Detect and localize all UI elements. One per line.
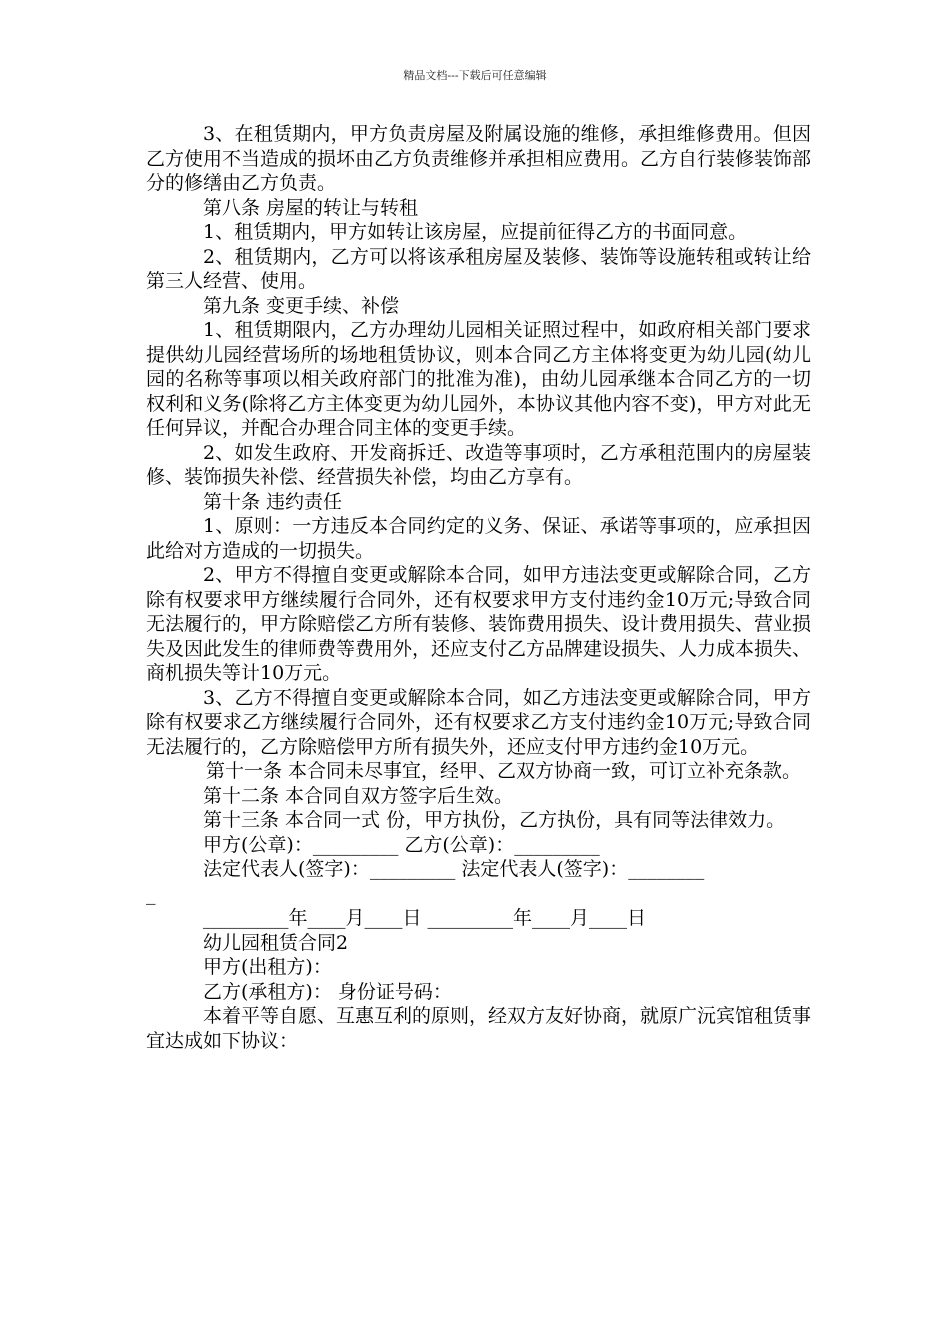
clause-8-2: 2、租赁期内，乙方可以将该承租房屋及装修、装饰等设施转租或转让给第三人经营、使用。 [146, 245, 811, 292]
clause-7-3: 3、在租赁期内，甲方负责房屋及附属设施的维修，承担维修费用。但因乙方使用不当造成的损坏由乙方负责维修并承担相应费用。乙方自行装修装饰部分的修缮由乙方负责。 [146, 123, 812, 194]
document-body [146, 122, 811, 1053]
article-13: 第十三条 本合同一式 份，甲方执份，乙方执份，具有同等法律效力。 [203, 809, 786, 831]
signature-representative-line: 法定代表人(签字)：_________ 法定代表人(签字)：________ [203, 858, 705, 880]
party-b-line: 乙方(承租方)： 身份证号码： [203, 980, 452, 1003]
clause-10-3: 3、乙方不得擅自变更或解除本合同，如乙方违法变更或解除合同，甲方除有权要求乙方继续履行合同外，还有权要求乙方支付违约金10万元;导致合同无法履行的，乙方除赔偿甲方所有损失外，还应支付甲方违约金10万元。 [146, 686, 811, 758]
contract-2-title: 幼儿园租赁合同2 [203, 931, 349, 954]
clause-10-2: 2、甲方不得擅自变更或解除本合同，如甲方违法变更或解除合同，乙方除有权要求甲方继续履行合同外，还有权要求甲方支付违约金10万元;导致合同无法履行的，甲方除赔偿乙方所有装修、装饰费用损失、设计费用损失、营业损失及因此发生的律师费等费用外，还应支付乙方品牌建设损失、人力成本损失、商机损失等计10万元。 [146, 564, 812, 684]
party-a-line: 甲方(出租方)： [203, 956, 332, 978]
clause-9-1: 1、租赁期限内，乙方办理幼儿园相关证照过程中，如政府相关部门要求提供幼儿园经营场所的场地租赁协议，则本合同乙方主体将变更为幼儿园(幼儿园的名称等事项以相关政府部门的批准为准)，由幼儿园承继本合同乙方的一切权利和义务(除将乙方主体变更为幼儿园外，本协议其他内容不变)，甲方对此无任何异议，并配合办理合同主体的变更手续。 [146, 319, 811, 439]
article-12: 第十二条 本合同自双方签字后生效。 [203, 784, 514, 807]
signature-seal-line: 甲方(公章)：_________ 乙方(公章)：_________ [203, 833, 600, 856]
article-11: 第十一条 本合同未尽事宜，经甲、乙双方协商一致，可订立补充条款。 [206, 760, 802, 782]
clause-8-1: 1、租赁期内，甲方如转让该房屋，应提前征得乙方的书面同意。 [203, 221, 748, 243]
article-9-heading: 第九条 变更手续、补偿 [203, 294, 400, 317]
signature-date-line: _________年____月____日 _________年____月____日 [203, 907, 647, 929]
clause-10-1: 1、原则：一方违反本合同约定的义务、保证、承诺等事项的，应承担因此给对方造成的一切损失。 [146, 515, 811, 562]
contract-2-intro: 本着平等自愿、互惠互利的原则，经双方友好协商，就原广沅宾馆租赁事宜达成如下协议： [146, 1005, 812, 1052]
page-header: 精品文档---下载后可任意编辑 [403, 69, 547, 82]
clause-9-2: 2、如发生政府、开发商拆迁、改造等事项时，乙方承租范围内的房屋装修、装饰损失补偿、经营损失补偿，均由乙方享有。 [146, 441, 811, 488]
signature-representative-tail: _ [146, 882, 156, 905]
article-8-heading: 第八条 房屋的转让与转租 [203, 196, 419, 219]
article-10-heading: 第十条 违约责任 [203, 490, 343, 513]
